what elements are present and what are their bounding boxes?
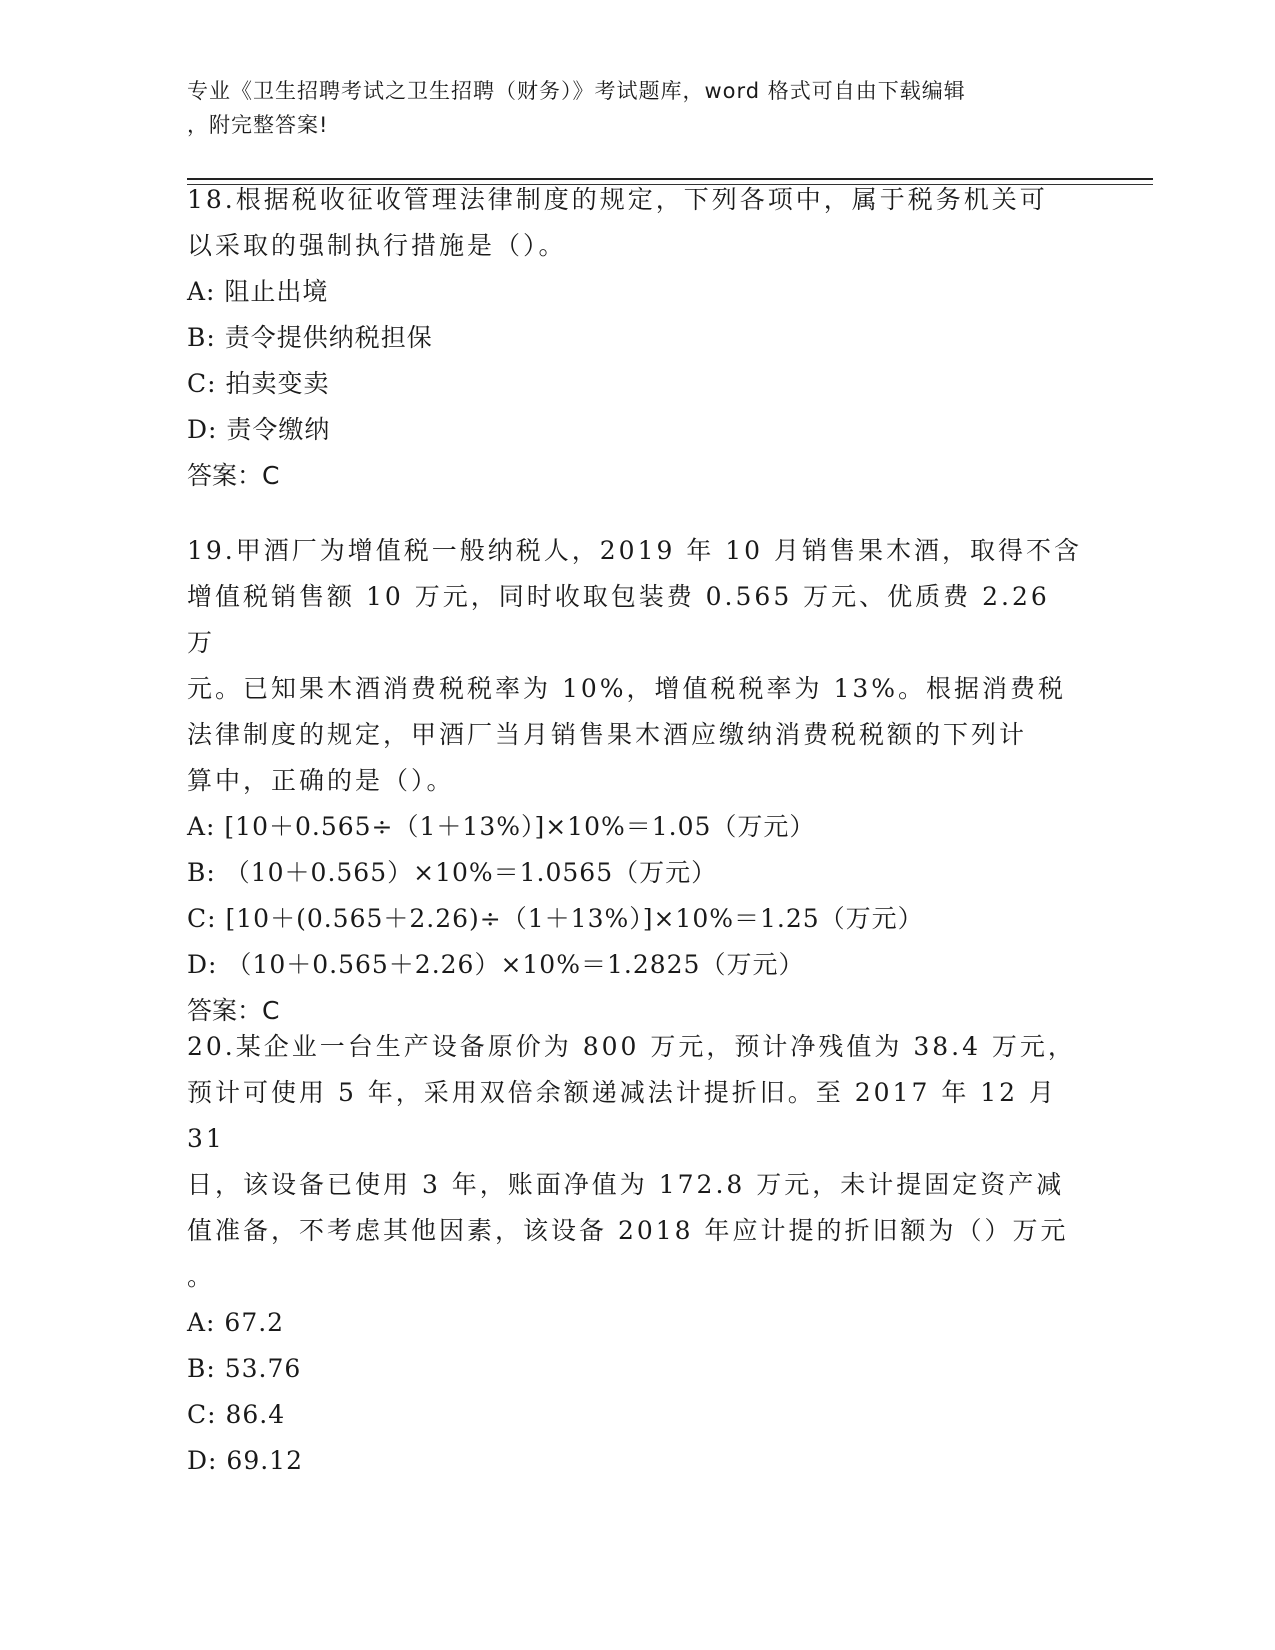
question-stem-line: 算中，正确的是（）。 <box>187 766 455 795</box>
question-stem-line: 以采取的强制执行措施是（）。 <box>187 231 567 260</box>
question-stem-line: 法律制度的规定，甲酒厂当月销售果木酒应缴纳消费税税额的下列计 <box>187 720 1028 749</box>
option-a: A: 阻止出境 <box>187 277 329 306</box>
question-stem-line: 日，该设备已使用 3 年，账面净值为 172.8 万元，未计提固定资产减 <box>187 1170 1065 1199</box>
option-b: B: （10＋0.565）×10%＝1.0565（万元） <box>187 858 718 887</box>
option-b: B: 53.76 <box>187 1354 302 1383</box>
option-c: C: 拍卖变卖 <box>187 369 330 398</box>
option-c: C: 86.4 <box>187 1400 286 1429</box>
answer-line: 答案：C <box>187 996 280 1025</box>
question-stem-line: 19.甲酒厂为增值税一般纳税人，2019 年 10 月销售果木酒，取得不含 <box>187 536 1083 565</box>
question-19 <box>187 528 1087 1034</box>
option-b: B: 责令提供纳税担保 <box>187 323 433 352</box>
question-20 <box>187 1024 1087 1484</box>
question-stem-line: 值准备，不考虑其他因素，该设备 2018 年应计提的折旧额为（）万元 <box>187 1216 1069 1245</box>
header-line-1: 专业《卫生招聘考试之卫生招聘（财务）》考试题库，word 格式可自由下载编辑 <box>187 79 966 103</box>
option-a: A: 67.2 <box>187 1308 285 1337</box>
question-stem-line: 元。已知果木酒消费税税率为 10%，增值税税率为 13%。根据消费税 <box>187 674 1067 703</box>
question-18 <box>187 177 1087 499</box>
option-d: D: 责令缴纳 <box>187 415 331 444</box>
question-stem-line: 预计可使用 5 年，采用双倍余额递减法计提折旧。至 2017 年 12 月 31 <box>187 1078 1058 1153</box>
header-line-2: ，附完整答案! <box>187 113 329 137</box>
option-d: D: 69.12 <box>187 1446 303 1475</box>
question-stem-line: 18.根据税收征收管理法律制度的规定，下列各项中，属于税务机关可 <box>187 185 1048 214</box>
option-a: A: [10＋0.565÷（1＋13%）]×10%＝1.05（万元） <box>187 812 816 841</box>
option-d: D: （10＋0.565＋2.26）×10%＝1.2825（万元） <box>187 950 805 979</box>
option-c: C: [10＋(0.565＋2.26)÷（1＋13%）]×10%＝1.25（万元） <box>187 904 924 933</box>
question-stem-line: 。 <box>187 1262 216 1291</box>
question-stem-line: 20.某企业一台生产设备原价为 800 万元，预计净残值为 38.4 万元， <box>187 1032 1076 1061</box>
question-stem-line: 增值税销售额 10 万元，同时收取包装费 0.565 万元、优质费 2.26 万 <box>187 582 1050 657</box>
document-header <box>187 74 1067 142</box>
answer-line: 答案：C <box>187 461 280 490</box>
